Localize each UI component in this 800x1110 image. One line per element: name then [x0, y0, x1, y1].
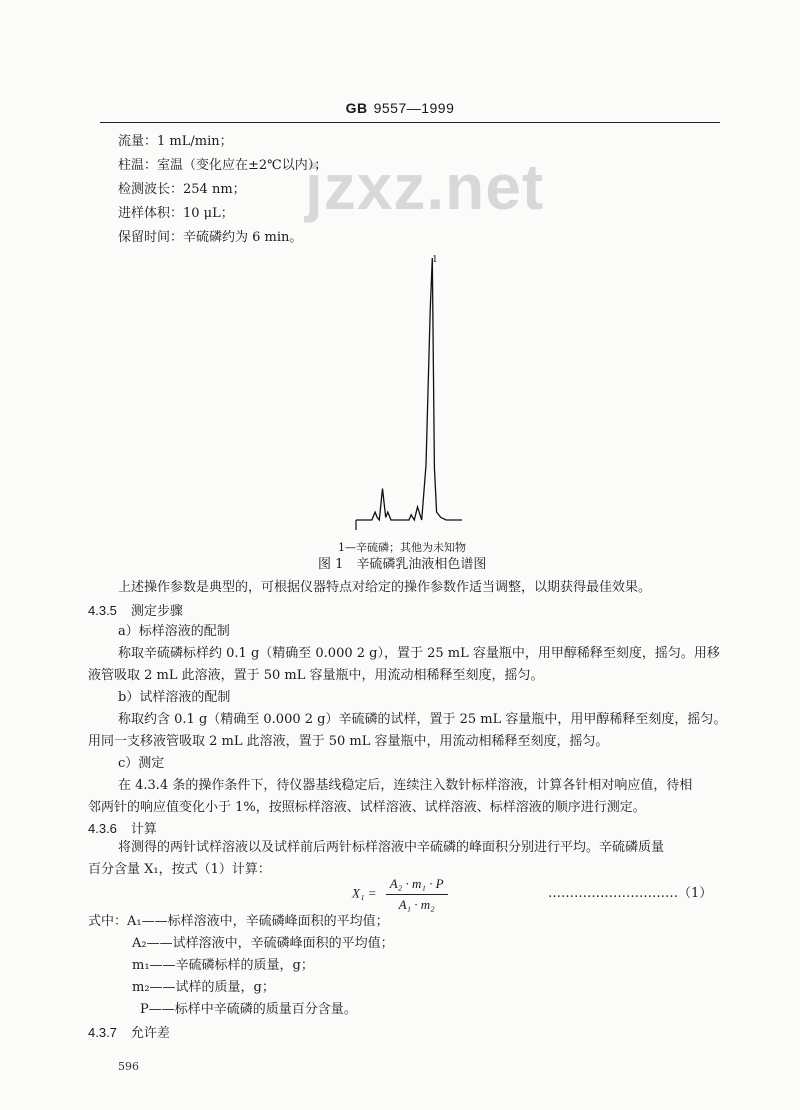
- subsection-a-title: a）标样溶液的配制: [118, 624, 230, 639]
- page-number: 596: [118, 1060, 139, 1073]
- paragraph-typical-parameters: 上述操作参数是典型的，可根据仪器特点对给定的操作参数作适当调整，以期获得最佳效果。: [118, 580, 652, 595]
- subsection-c-line-2: 邻两针的响应值变化小于 1%，按照标样溶液、试样溶液、试样溶液、标样溶液的顺序进行测定。: [88, 800, 646, 815]
- standard-code: GB: [345, 100, 368, 116]
- watermark: jzxz.net: [305, 151, 545, 223]
- section-title: 允许差: [130, 1025, 170, 1040]
- definition-a1: 式中：A₁——标样溶液中，辛硫磷峰面积的平均值；: [88, 914, 389, 929]
- section-number: 4.3.5: [88, 603, 117, 618]
- definition-p: P——标样中辛硫磷的质量百分含量。: [140, 1002, 357, 1017]
- chromatogram-plot: [356, 258, 462, 530]
- subsection-b-line-2: 用同一支移液管吸取 2 mL 此溶液，置于 50 mL 容量瓶中，用流动相稀释至刻度，摇匀。: [88, 734, 609, 749]
- chromatogram-trace: [356, 258, 462, 520]
- subsection-a-line-1: 称取辛硫磷标样约 0.1 g（精确至 0.000 2 g），置于 25 mL 容量瓶中，用甲醇稀释至刻度，摇匀。用移: [118, 646, 720, 661]
- calculation-line-2: 百分含量 X₁，按式（1）计算：: [88, 862, 271, 877]
- section-heading-4-3-6: [88, 818, 157, 837]
- subsection-c-line-1: 在 4.3.4 条的操作条件下，待仪器基线稳定后，连续注入数针标样溶液，计算各针相对响应值，待相: [118, 778, 693, 793]
- equation-number: …………………………（1）: [548, 886, 713, 901]
- standard-number: 9557—1999: [373, 100, 455, 116]
- header-rule: [100, 122, 720, 123]
- definition-m1: m₁——辛硫磷标样的质量，g；: [132, 958, 314, 973]
- equation-lhs: X₁ =: [352, 885, 377, 901]
- equation-fraction: [386, 876, 448, 913]
- subsection-b-title: b）试样溶液的配制: [118, 690, 231, 705]
- condition-injection-volume: 进样体积：10 μL；: [118, 206, 234, 221]
- condition-wavelength: 检测波长：254 nm；: [118, 182, 246, 197]
- chromatogram: [350, 250, 470, 535]
- page-header: [0, 100, 800, 116]
- subsection-a-line-2: 液管吸取 2 mL 此溶液，置于 50 mL 容量瓶中，用流动相稀释至刻度，摇匀。: [88, 668, 544, 683]
- equation-numerator: A₂ · m₁ · P: [386, 876, 448, 895]
- condition-flow: 流量：1 mL/min；: [118, 134, 233, 149]
- section-title: 测定步骤: [130, 603, 183, 618]
- section-heading-4-3-7: [88, 1022, 170, 1041]
- definition-m2: m₂——试样的质量，g；: [132, 980, 275, 995]
- subsection-c-title: c）测定: [118, 756, 165, 771]
- figure-caption: 图 1 辛硫磷乳油液相色谱图: [318, 557, 487, 572]
- peak-label: 1: [432, 253, 438, 265]
- definition-a2: A₂——试样溶液中，辛硫磷峰面积的平均值；: [132, 936, 394, 951]
- section-number: 4.3.7: [88, 1025, 117, 1040]
- condition-column-temp: 柱温：室温（变化应在±2℃以内）；: [118, 158, 328, 173]
- condition-retention-time: 保留时间：辛硫磷约为 6 min。: [118, 230, 303, 245]
- calculation-line-1: 将测得的两针试样溶液以及试样前后两针标样溶液中辛硫磷的峰面积分别进行平均。辛硫磷质量: [118, 840, 665, 855]
- figure-legend: 1—辛硫磷；其他为未知物: [338, 541, 466, 554]
- equation-denominator: A₁ · m₂: [398, 897, 435, 912]
- subsection-b-line-1: 称取约含 0.1 g（精确至 0.000 2 g）辛硫磷的试样，置于 25 mL 容量瓶中，用甲醇稀释至刻度，摇匀。: [118, 712, 727, 727]
- section-title: 计算: [130, 821, 157, 836]
- section-number: 4.3.6: [88, 821, 117, 836]
- equation-1: [352, 876, 448, 913]
- section-heading-4-3-5: [88, 600, 183, 619]
